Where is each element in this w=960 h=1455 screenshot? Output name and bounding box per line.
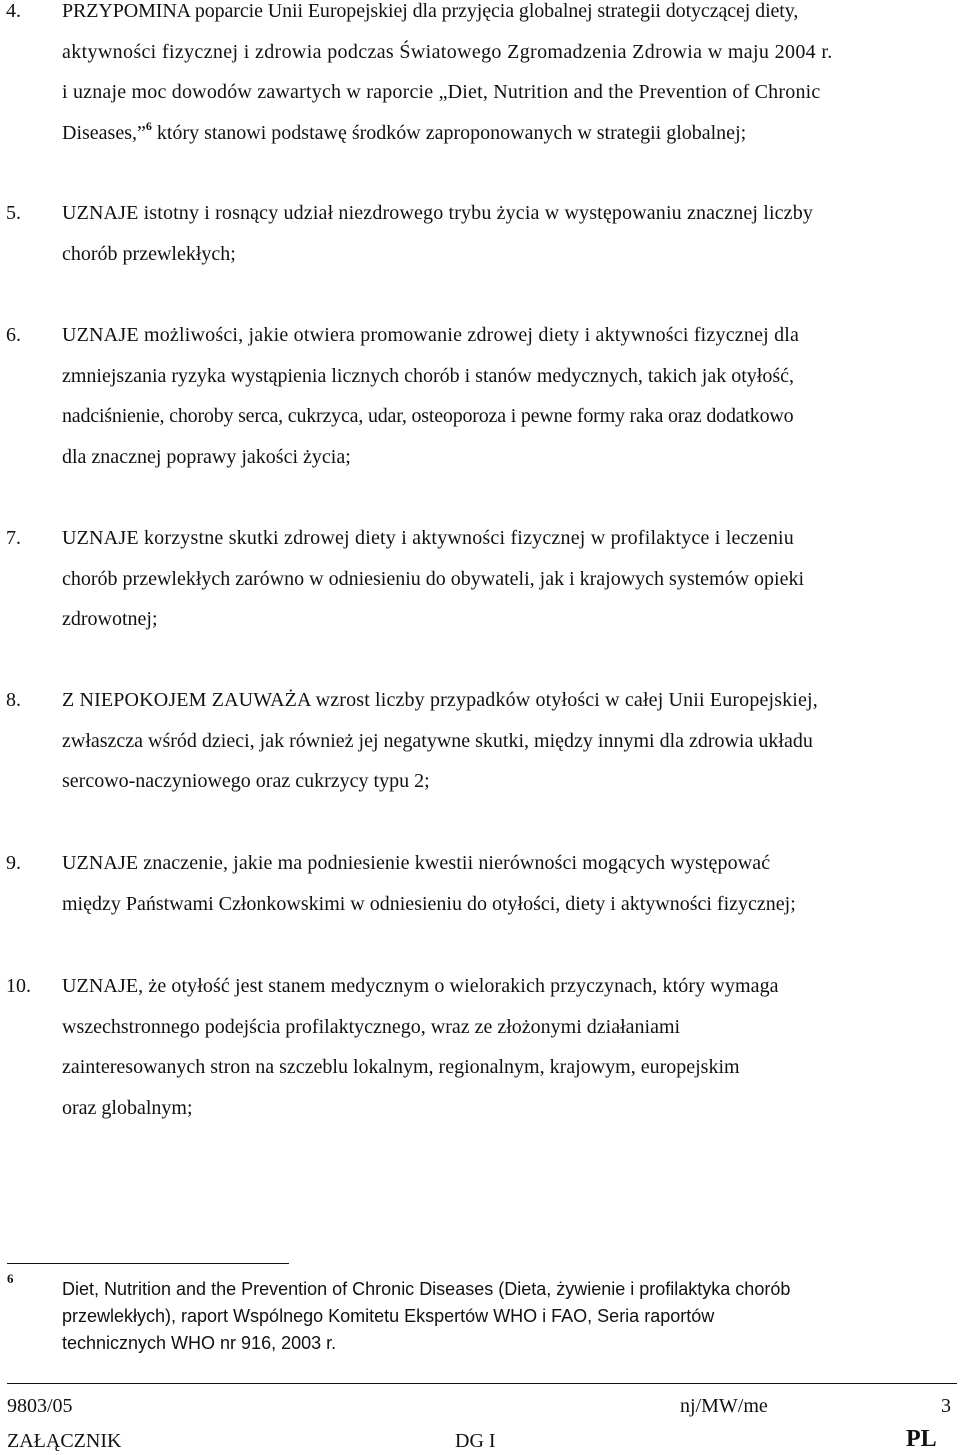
text-line: UZNAJE znaczenie, jakie ma podniesienie kwestii nierówności mogących występować (62, 852, 771, 874)
text-line: między Państwami Członkowskimi w odniesieniu do otyłości, diety i aktywności fizycznej; (62, 892, 796, 915)
text-line: UZNAJE istotny i rosnący udział niezdrowego trybu życia w występowaniu znacznej liczby (62, 202, 814, 224)
paragraph-number: 5. (6, 202, 21, 224)
footnote-reference[interactable]: 6 (145, 118, 152, 133)
paragraph-number: 9. (6, 852, 21, 874)
text-line: i uznaje moc dowodów zawartych w raporcie „Diet, Nutrition and the Prevention of Chronic (62, 81, 821, 103)
footnote-text (62, 1276, 952, 1357)
text-line: zmniejszania ryzyka wystąpienia licznych chorób i stanów medycznych, takich jak otyłość, (62, 364, 794, 387)
paragraph-number: 7. (6, 527, 21, 549)
annex-label: ZAŁĄCZNIK (7, 1430, 122, 1452)
footnote-number: 6 (7, 1271, 14, 1286)
directorate-label: DG I (455, 1430, 496, 1452)
page-number: 3 (941, 1395, 951, 1417)
footnote-line: technicznych WHO nr 916, 2003 r. (62, 1333, 337, 1353)
text-line: zainteresowanych stron na szczeblu lokalnym, regionalnym, krajowym, europejskim (62, 1056, 740, 1078)
text-line: zdrowotnej; (62, 608, 158, 630)
text-line: UZNAJE korzystne skutki zdrowej diety i aktywności fizycznej w profilaktyce i leczeniu (62, 527, 794, 549)
text-line: nadciśnienie, choroby serca, cukrzyca, udar, osteoporoza i pewne formy raka oraz dodatkowo (62, 405, 794, 427)
paragraph-text (62, 843, 947, 924)
paragraph-text (62, 518, 947, 640)
text-line: UZNAJE, że otyłość jest stanem medycznym o wielorakich przyczynach, który wymaga (62, 975, 779, 997)
text-line: PRZYPOMINA poparcie Unii Europejskiej dla przyjęcia globalnej strategii dotyczącej diety, (62, 0, 799, 22)
author-initials: nj/MW/me (680, 1395, 768, 1417)
text-line: chorób przewlekłych; (62, 242, 236, 265)
text-line: aktywności fizycznej i zdrowia podczas Światowego Zgromadzenia Zdrowia w maju 2004 r. (62, 40, 833, 63)
paragraph-number: 4. (6, 0, 21, 22)
text-line: Z NIEPOKOJEM ZAUWAŻA wzrost liczby przypadków otyłości w całej Unii Europejskiej, (62, 689, 818, 711)
footer-separator (7, 1383, 957, 1384)
paragraph-text (62, 193, 947, 274)
text-line: wszechstronnego podejścia profilaktycznego, wraz ze złożonymi działaniami (62, 1015, 681, 1038)
language-code: PL (906, 1426, 937, 1452)
footnote-separator (7, 1263, 289, 1264)
paragraph-number: 10. (6, 975, 31, 997)
text-line: oraz globalnym; (62, 1096, 193, 1119)
document-number: 9803/05 (7, 1395, 73, 1417)
footnote-line: przewlekłych), raport Wspólnego Komitetu Ekspertów WHO i FAO, Seria raportów (62, 1306, 715, 1326)
text-segment: Diseases,” (62, 121, 146, 144)
paragraph-number: 8. (6, 689, 21, 711)
text-line: sercowo-naczyniowego oraz cukrzycy typu 2; (62, 770, 430, 792)
paragraph-text (62, 680, 947, 802)
text-line: dla znacznej poprawy jakości życia; (62, 445, 351, 468)
text-line (62, 113, 947, 154)
text-line: zwłaszcza wśród dzieci, jak również jej negatywne skutki, między innymi dla zdrowia układu (62, 729, 813, 752)
paragraph-text (62, 966, 947, 1128)
text-segment: który stanowi podstawę środków zaproponowanych w strategii globalnej; (151, 121, 747, 144)
paragraph-text (62, 315, 947, 477)
paragraph-number: 6. (6, 324, 21, 346)
text-line: UZNAJE możliwości, jakie otwiera promowanie zdrowej diety i aktywności fizycznej dla (62, 324, 800, 346)
text-line: chorób przewlekłych zarówno w odniesieniu do obywateli, jak i krajowych systemów opieki (62, 567, 805, 590)
paragraph-text (62, 0, 947, 153)
footnote-line: Diet, Nutrition and the Prevention of Chronic Diseases (Dieta, żywienie i profilaktyka chorób (62, 1279, 791, 1299)
